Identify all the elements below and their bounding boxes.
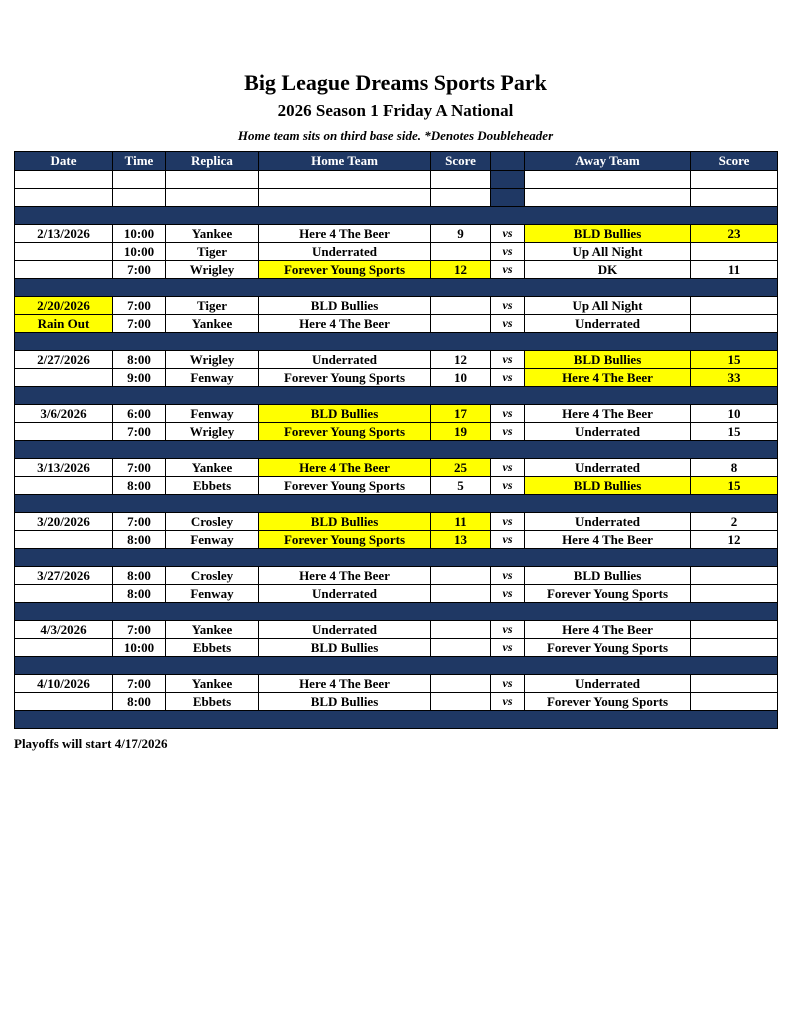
playoffs-note: Playoffs will start 4/17/2026 xyxy=(14,736,168,751)
cell-home-score xyxy=(431,297,491,315)
cell-away: Here 4 The Beer xyxy=(525,369,691,387)
separator-cell xyxy=(15,711,778,729)
cell-time: 6:00 xyxy=(113,405,166,423)
cell-away: Up All Night xyxy=(525,243,691,261)
cell-away: BLD Bullies xyxy=(525,567,691,585)
cell-date xyxy=(15,189,113,207)
cell-date: 3/20/2026 xyxy=(15,513,113,531)
cell-home: Forever Young Sports xyxy=(259,423,431,441)
cell-away-score xyxy=(691,567,778,585)
cell-vs: vs xyxy=(491,405,525,423)
cell-home-score xyxy=(431,693,491,711)
cell-vs: vs xyxy=(491,297,525,315)
cell-home-score: 17 xyxy=(431,405,491,423)
cell-replica: Crosley xyxy=(166,513,259,531)
separator-cell xyxy=(15,549,778,567)
cell-date xyxy=(15,693,113,711)
cell-away-score: 8 xyxy=(691,459,778,477)
cell-vs: vs xyxy=(491,225,525,243)
cell-replica: Fenway xyxy=(166,531,259,549)
cell-home-score xyxy=(431,315,491,333)
cell-time: 7:00 xyxy=(113,675,166,693)
cell-home xyxy=(259,189,431,207)
cell-vs: vs xyxy=(491,369,525,387)
cell-home-score: 11 xyxy=(431,513,491,531)
cell-home: Underrated xyxy=(259,243,431,261)
cell-vs: vs xyxy=(491,675,525,693)
cell-away: BLD Bullies xyxy=(525,477,691,495)
table-row xyxy=(15,261,778,279)
table-row xyxy=(15,189,778,207)
cell-vs: vs xyxy=(491,477,525,495)
separator-row xyxy=(15,549,778,567)
cell-away: Forever Young Sports xyxy=(525,639,691,657)
cell-vs: vs xyxy=(491,567,525,585)
cell-time: 7:00 xyxy=(113,261,166,279)
cell-home xyxy=(259,171,431,189)
cell-home-score xyxy=(431,189,491,207)
cell-away: Forever Young Sports xyxy=(525,585,691,603)
cell-time: 10:00 xyxy=(113,639,166,657)
header-replica: Replica xyxy=(166,152,259,171)
table-row xyxy=(15,693,778,711)
table-row xyxy=(15,675,778,693)
cell-replica: Wrigley xyxy=(166,261,259,279)
cell-home: Forever Young Sports xyxy=(259,477,431,495)
separator-row xyxy=(15,495,778,513)
cell-away: Here 4 The Beer xyxy=(525,621,691,639)
cell-date: 3/6/2026 xyxy=(15,405,113,423)
cell-vs: vs xyxy=(491,585,525,603)
cell-replica: Tiger xyxy=(166,243,259,261)
table-row xyxy=(15,459,778,477)
cell-home: BLD Bullies xyxy=(259,405,431,423)
cell-away-score xyxy=(691,171,778,189)
cell-home: BLD Bullies xyxy=(259,513,431,531)
header-date: Date xyxy=(15,152,113,171)
cell-away-score xyxy=(691,297,778,315)
cell-away-score xyxy=(691,243,778,261)
schedule-table xyxy=(14,151,778,729)
cell-date: 4/3/2026 xyxy=(15,621,113,639)
cell-home-score xyxy=(431,675,491,693)
page-subtitle: 2026 Season 1 Friday A National xyxy=(277,101,514,120)
cell-home: Forever Young Sports xyxy=(259,261,431,279)
cell-replica: Yankee xyxy=(166,315,259,333)
cell-home: Underrated xyxy=(259,351,431,369)
cell-vs: vs xyxy=(491,459,525,477)
cell-replica xyxy=(166,171,259,189)
cell-away-score: 15 xyxy=(691,351,778,369)
cell-time: 7:00 xyxy=(113,621,166,639)
table-row xyxy=(15,351,778,369)
separator-row xyxy=(15,657,778,675)
cell-replica: Fenway xyxy=(166,405,259,423)
cell-replica: Crosley xyxy=(166,567,259,585)
table-row xyxy=(15,297,778,315)
cell-time: 8:00 xyxy=(113,585,166,603)
cell-vs: vs xyxy=(491,693,525,711)
cell-away: Underrated xyxy=(525,513,691,531)
cell-replica: Yankee xyxy=(166,621,259,639)
cell-away xyxy=(525,189,691,207)
cell-vs: vs xyxy=(491,513,525,531)
cell-away-score: 15 xyxy=(691,423,778,441)
cell-vs: vs xyxy=(491,531,525,549)
cell-away-score xyxy=(691,315,778,333)
cell-time: 8:00 xyxy=(113,351,166,369)
separator-cell xyxy=(15,387,778,405)
cell-home: BLD Bullies xyxy=(259,639,431,657)
cell-home: Here 4 The Beer xyxy=(259,315,431,333)
separator-row xyxy=(15,711,778,729)
cell-time: 9:00 xyxy=(113,369,166,387)
cell-home-score xyxy=(431,243,491,261)
cell-away-score xyxy=(691,621,778,639)
cell-replica: Ebbets xyxy=(166,693,259,711)
cell-vs: vs xyxy=(491,261,525,279)
cell-away-score xyxy=(691,639,778,657)
cell-time: 8:00 xyxy=(113,477,166,495)
cell-away-score: 33 xyxy=(691,369,778,387)
cell-home-score: 13 xyxy=(431,531,491,549)
cell-time: 7:00 xyxy=(113,315,166,333)
separator-cell xyxy=(15,603,778,621)
cell-home-score xyxy=(431,639,491,657)
cell-vs: vs xyxy=(491,315,525,333)
header-time: Time xyxy=(113,152,166,171)
table-row xyxy=(15,531,778,549)
cell-home: BLD Bullies xyxy=(259,297,431,315)
separator-cell xyxy=(15,657,778,675)
separator-cell xyxy=(15,441,778,459)
table-row xyxy=(15,243,778,261)
cell-home-score xyxy=(431,567,491,585)
cell-replica: Fenway xyxy=(166,585,259,603)
cell-time: 10:00 xyxy=(113,225,166,243)
cell-home-score: 5 xyxy=(431,477,491,495)
separator-row xyxy=(15,333,778,351)
cell-home: Here 4 The Beer xyxy=(259,225,431,243)
table-row xyxy=(15,621,778,639)
cell-time: 10:00 xyxy=(113,243,166,261)
cell-vs xyxy=(491,171,525,189)
cell-replica xyxy=(166,189,259,207)
header-home-score: Score xyxy=(431,152,491,171)
cell-away: Here 4 The Beer xyxy=(525,405,691,423)
separator-cell xyxy=(15,333,778,351)
separator-row xyxy=(15,441,778,459)
cell-replica: Tiger xyxy=(166,297,259,315)
cell-replica: Wrigley xyxy=(166,423,259,441)
cell-away-score xyxy=(691,189,778,207)
cell-away: DK xyxy=(525,261,691,279)
cell-date xyxy=(15,585,113,603)
page-title: Big League Dreams Sports Park xyxy=(244,70,547,95)
cell-replica: Ebbets xyxy=(166,477,259,495)
table-row xyxy=(15,477,778,495)
separator-cell xyxy=(15,207,778,225)
cell-date xyxy=(15,477,113,495)
cell-away: BLD Bullies xyxy=(525,225,691,243)
separator-row xyxy=(15,279,778,297)
cell-away: Underrated xyxy=(525,423,691,441)
cell-home: Underrated xyxy=(259,621,431,639)
cell-date xyxy=(15,171,113,189)
cell-date: 3/13/2026 xyxy=(15,459,113,477)
cell-vs: vs xyxy=(491,423,525,441)
cell-home-score: 9 xyxy=(431,225,491,243)
cell-replica: Yankee xyxy=(166,459,259,477)
cell-date: 2/13/2026 xyxy=(15,225,113,243)
cell-date xyxy=(15,369,113,387)
cell-home-score: 25 xyxy=(431,459,491,477)
header-home-team: Home Team xyxy=(259,152,431,171)
cell-home-score: 12 xyxy=(431,351,491,369)
cell-away: Underrated xyxy=(525,459,691,477)
cell-vs: vs xyxy=(491,243,525,261)
table-row xyxy=(15,639,778,657)
cell-time: 7:00 xyxy=(113,423,166,441)
cell-time: 7:00 xyxy=(113,297,166,315)
cell-home-score: 12 xyxy=(431,261,491,279)
cell-date: 4/10/2026 xyxy=(15,675,113,693)
cell-away: Up All Night xyxy=(525,297,691,315)
header-row xyxy=(15,152,778,171)
header-away-team: Away Team xyxy=(525,152,691,171)
cell-replica: Yankee xyxy=(166,675,259,693)
cell-date: 2/20/2026 xyxy=(15,297,113,315)
table-row xyxy=(15,567,778,585)
separator-row xyxy=(15,603,778,621)
cell-time: 7:00 xyxy=(113,513,166,531)
separator-cell xyxy=(15,279,778,297)
cell-time: 8:00 xyxy=(113,567,166,585)
cell-time: 8:00 xyxy=(113,693,166,711)
cell-home: Underrated xyxy=(259,585,431,603)
cell-home: Here 4 The Beer xyxy=(259,675,431,693)
cell-replica: Ebbets xyxy=(166,639,259,657)
cell-away xyxy=(525,171,691,189)
table-row xyxy=(15,423,778,441)
cell-date xyxy=(15,243,113,261)
cell-vs: vs xyxy=(491,621,525,639)
cell-date: 3/27/2026 xyxy=(15,567,113,585)
table-row xyxy=(15,171,778,189)
cell-date: Rain Out xyxy=(15,315,113,333)
cell-time xyxy=(113,189,166,207)
cell-home-score xyxy=(431,621,491,639)
cell-away-score: 10 xyxy=(691,405,778,423)
cell-vs xyxy=(491,189,525,207)
cell-time xyxy=(113,171,166,189)
table-row xyxy=(15,513,778,531)
cell-away-score: 23 xyxy=(691,225,778,243)
cell-time: 8:00 xyxy=(113,531,166,549)
cell-home-score: 10 xyxy=(431,369,491,387)
cell-away: Underrated xyxy=(525,675,691,693)
cell-date xyxy=(15,261,113,279)
cell-away: Forever Young Sports xyxy=(525,693,691,711)
cell-away-score xyxy=(691,675,778,693)
cell-vs: vs xyxy=(491,639,525,657)
cell-home: Forever Young Sports xyxy=(259,531,431,549)
cell-time: 7:00 xyxy=(113,459,166,477)
cell-vs: vs xyxy=(491,351,525,369)
header-vs xyxy=(491,152,525,171)
cell-home: Here 4 The Beer xyxy=(259,567,431,585)
cell-date xyxy=(15,531,113,549)
separator-cell xyxy=(15,495,778,513)
separator-row xyxy=(15,207,778,225)
cell-home-score: 19 xyxy=(431,423,491,441)
cell-replica: Wrigley xyxy=(166,351,259,369)
cell-away: BLD Bullies xyxy=(525,351,691,369)
table-row xyxy=(15,369,778,387)
table-row xyxy=(15,315,778,333)
table-row xyxy=(15,405,778,423)
cell-away-score xyxy=(691,693,778,711)
cell-away-score: 12 xyxy=(691,531,778,549)
cell-away-score: 2 xyxy=(691,513,778,531)
home-team-note: Home team sits on third base side. *Denotes Doubleheader xyxy=(237,128,554,143)
cell-date: 2/27/2026 xyxy=(15,351,113,369)
table-row xyxy=(15,225,778,243)
cell-away-score: 15 xyxy=(691,477,778,495)
cell-date xyxy=(15,639,113,657)
cell-replica: Yankee xyxy=(166,225,259,243)
separator-row xyxy=(15,387,778,405)
cell-away-score: 11 xyxy=(691,261,778,279)
cell-home-score xyxy=(431,585,491,603)
cell-home-score xyxy=(431,171,491,189)
cell-away: Here 4 The Beer xyxy=(525,531,691,549)
cell-away: Underrated xyxy=(525,315,691,333)
cell-home: BLD Bullies xyxy=(259,693,431,711)
header-away-score: Score xyxy=(691,152,778,171)
cell-date xyxy=(15,423,113,441)
cell-home: Here 4 The Beer xyxy=(259,459,431,477)
cell-replica: Fenway xyxy=(166,369,259,387)
table-row xyxy=(15,585,778,603)
cell-away-score xyxy=(691,585,778,603)
cell-home: Forever Young Sports xyxy=(259,369,431,387)
